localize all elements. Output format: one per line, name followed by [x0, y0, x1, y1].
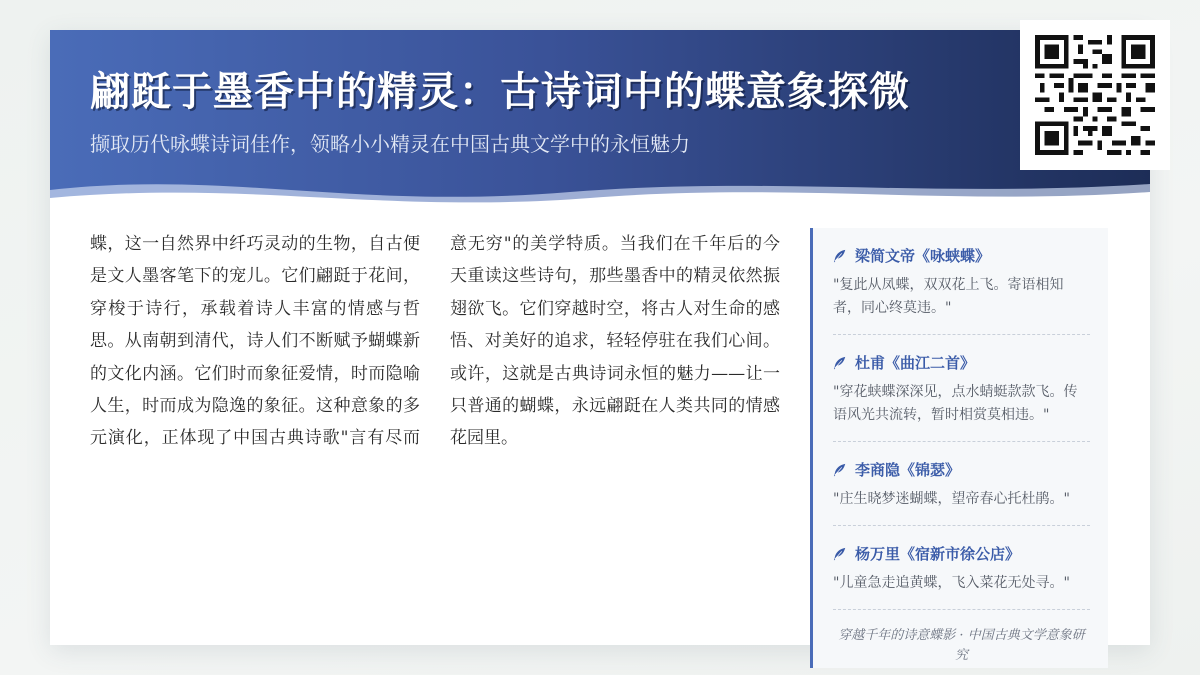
qr-code-icon — [1035, 35, 1155, 155]
poem-entry — [833, 228, 1090, 335]
feather-icon — [833, 547, 847, 561]
poem-text: "儿童急走追黄蝶，飞入菜花无处寻。" — [833, 575, 1070, 591]
poem-title: 杜甫《曲江二首》 — [855, 354, 976, 372]
feather-icon — [833, 356, 847, 370]
sidebar-footer: 穿越千年的诗意蝶影 · 中国古典文学意象研究 — [838, 628, 1085, 663]
page-title: 翩跹于墨香中的精灵：古诗词中的蝶意象探微 — [90, 68, 910, 115]
poem-entry — [833, 335, 1090, 442]
qr-code[interactable] — [1020, 20, 1170, 170]
poem-title: 杨万里《宿新市徐公店》 — [855, 545, 1021, 563]
article-card — [50, 30, 1150, 663]
page-subtitle: 撷取历代咏蝶诗词佳作，领略小小精灵在中国古典文学中的永恒魅力 — [90, 132, 690, 156]
poem-title: 李商隐《锦瑟》 — [855, 461, 961, 479]
article-body — [90, 228, 780, 488]
poem-text: "复此从凤蝶，双双花上飞。寄语相知者，同心终莫违。" — [833, 277, 1064, 316]
poem-sidebar — [810, 228, 1108, 668]
article-paragraph: 蝶，这一自然界中纤巧灵动的生物，自古便是文人墨客笔下的宠儿。它们翩跹于花间，穿梭于诗行，承载着诗人丰富的情感与哲思。从南朝到清代，诗人们不断赋予蝴蝶新的文化内涵。它们时而象征爱情，时而隐喻人生，时而成为隐逸的象征。这种意象的多元演化，正体现了中国古典诗歌"言有尽而意无穷"的美学特质。当我们在千年后的今天重读这些诗句，那些墨香中的精灵依然振翅欲飞。它们穿越时空，将古人对生命的感悟、对美好的追求，轻轻停驻在我们心间。或许，这就是古典诗词永恒的魅力——让一只普通的蝴蝶，永远翩跹在人类共同的情感花园里。 — [90, 234, 780, 449]
feather-icon — [833, 249, 847, 263]
poem-title: 梁简文帝《咏蛱蝶》 — [855, 247, 991, 265]
poem-entry — [833, 442, 1090, 526]
poem-text: "庄生晓梦迷蝴蝶，望帝春心托杜鹃。" — [833, 491, 1070, 507]
feather-icon — [833, 463, 847, 477]
poem-text: "穿花蛱蝶深深见，点水蜻蜓款款飞。传语风光共流转，暂时相赏莫相违。" — [833, 384, 1078, 423]
poem-entry — [833, 526, 1090, 610]
